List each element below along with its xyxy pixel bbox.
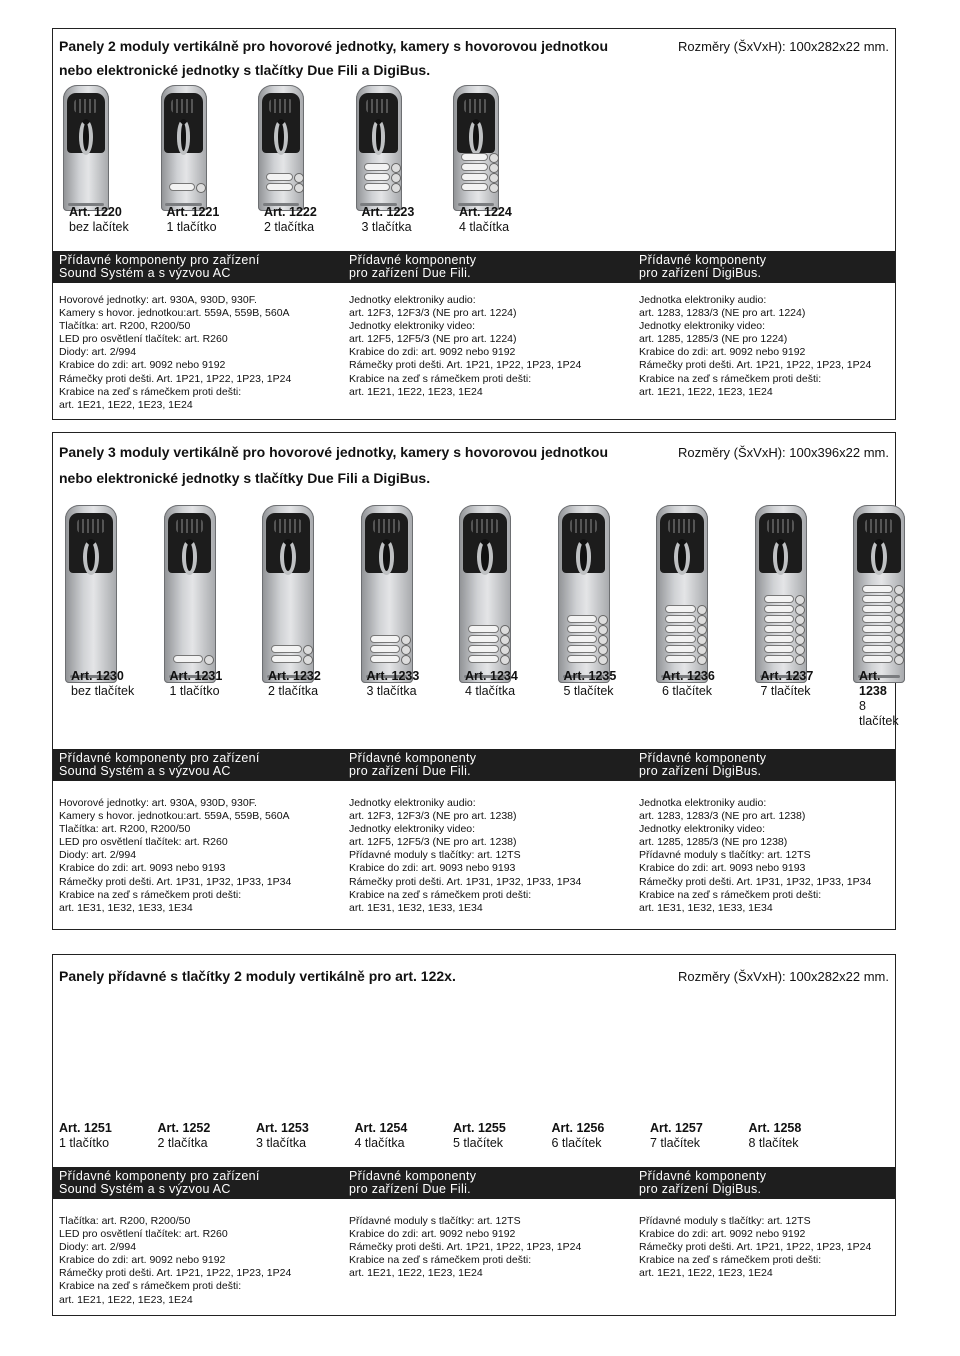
component-line: Rámečky proti dešti. Art. 1P21, 1P22, 1P23, 1P24 (639, 1241, 872, 1254)
speaker-unit-icon (759, 513, 803, 573)
call-button-icon (370, 655, 400, 663)
section-1-title-line2: nebo elektronické jednotky s tlačítky Due Fili a DigiBus. (59, 62, 431, 78)
call-button-icon (567, 625, 597, 633)
call-button-icon (461, 183, 488, 191)
col-sound-system (59, 1215, 291, 1307)
section-3-heading (59, 965, 889, 988)
panel-art-number: Art. 1255 (453, 1121, 506, 1135)
component-line: Krabice na zeď s rámečkem proti dešti: (59, 888, 242, 901)
component-line: art. 1285, 1285/3 (NE pro 1224) (639, 333, 788, 346)
speaker-unit-icon (67, 93, 106, 153)
section-1-dimensions: Rozměry (ŠxVxH): 100x282x22 mm. (678, 39, 889, 54)
panel-label (650, 1121, 703, 1151)
call-button-icon (665, 655, 695, 663)
call-button-icon (764, 655, 794, 663)
panel-label (859, 669, 899, 729)
col-due-fili (349, 294, 581, 399)
call-button-icon (271, 655, 301, 663)
intercom-panel-5 (459, 505, 511, 683)
panel-art-number: Art. 1257 (650, 1121, 703, 1135)
col-due-fili (349, 797, 581, 915)
component-line: Krabice do zdi: art. 9093 nebo 9193 (59, 862, 226, 875)
call-button-icon (468, 645, 498, 653)
call-button-icon (567, 645, 597, 653)
col-digibus (639, 1215, 871, 1280)
bar-col1-line1: Přídavné komponenty pro zařízení (59, 751, 260, 765)
panel-label (59, 1121, 112, 1151)
bar-col3-line2: pro zařízení DigiBus. (639, 1182, 762, 1196)
bar-col1-line2: Sound Systém a s výzvou AC (59, 1182, 231, 1196)
intercom-panel-8 (755, 505, 807, 683)
component-line: Přídavné moduly s tlačítky: art. 12TS (349, 849, 521, 862)
call-button-icon (862, 585, 892, 593)
panel-button-count: 7 tlačítek (650, 1136, 701, 1150)
bar-col2-line2: pro zařízení Due Fili. (349, 266, 471, 280)
panel-art-number: Art. 1238 (859, 669, 887, 698)
call-button-icon (764, 615, 794, 623)
component-line: LED pro osvětlení tlačítek: art. R260 (59, 333, 228, 346)
component-line: art. 1E31, 1E32, 1E33, 1E34 (639, 901, 773, 914)
component-line: art. 12F3, 12F3/3 (NE pro art. 1224) (349, 307, 517, 320)
component-line: Krabice na zeď s rámečkem proti dešti: (349, 372, 532, 385)
intercom-panel-3 (262, 505, 314, 683)
speaker-unit-icon (562, 513, 606, 573)
component-line: Jednotky elektroniky video: (639, 320, 766, 333)
component-line: Přídavné moduly s tlačítky: art. 12TS (639, 849, 811, 862)
bar-col2-line1: Přídavné komponenty (349, 1169, 477, 1183)
speaker-unit-icon (262, 93, 301, 153)
panel-button-count: 4 tlačítka (459, 220, 510, 234)
component-line: Hovorové jednotky: art. 930A, 930D, 930F. (59, 797, 257, 809)
intercom-panel-4 (356, 85, 402, 211)
panel-label (355, 1121, 408, 1151)
section-2-dimensions: Rozměry (ŠxVxH): 100x396x22 mm. (678, 445, 889, 460)
panel-art-number: Art. 1220 (69, 205, 122, 219)
call-button-icon (862, 655, 892, 663)
call-button-icon (468, 635, 498, 643)
component-line: Jednotky elektroniky audio: (349, 797, 476, 809)
call-button-icon (665, 625, 695, 633)
call-button-icon (567, 615, 597, 623)
component-line: Hovorové jednotky: art. 930A, 930D, 930F. (59, 294, 257, 306)
col-sound-system (59, 294, 291, 412)
component-line: Rámečky proti dešti. Art. 1P21, 1P22, 1P23, 1P24 (59, 1267, 292, 1280)
panel-label (453, 1121, 506, 1151)
component-line: LED pro osvětlení tlačítek: art. R260 (59, 1228, 228, 1241)
component-line: Jednotka elektroniky audio: (639, 294, 767, 306)
panel-art-number: Art. 1252 (157, 1121, 211, 1135)
section-3-component-header (53, 1167, 895, 1199)
intercom-panel-1 (65, 505, 117, 683)
speaker-unit-icon (365, 513, 409, 573)
panel-button-count: 2 tlačítka (264, 220, 315, 234)
panel-art-number: Art. 1222 (264, 205, 317, 219)
panel-art-number: Art. 1254 (354, 1121, 408, 1135)
component-line: Tlačítka: art. R200, R200/50 (59, 320, 191, 333)
speaker-unit-icon (266, 513, 310, 573)
bar-col2-line1: Přídavné komponenty (349, 253, 477, 267)
call-button-icon (468, 625, 498, 633)
call-button-icon (173, 655, 203, 663)
component-line: art. 1E21, 1E22, 1E23, 1E24 (349, 1267, 483, 1280)
call-button-icon (764, 595, 794, 603)
panel-label (158, 1121, 211, 1151)
call-button-icon (461, 173, 488, 181)
panel-label (465, 669, 518, 699)
intercom-panel-9 (853, 505, 905, 683)
component-line: Krabice do zdi: art. 9092 nebo 9192 (349, 1228, 516, 1241)
component-line: Rámečky proti dešti. Art. 1P21, 1P22, 1P23, 1P24 (639, 359, 872, 372)
call-button-icon (364, 183, 391, 191)
bar-col1-line2: Sound Systém a s výzvou AC (59, 266, 231, 280)
component-line: Diody: art. 2/994 (59, 346, 137, 359)
component-line: Krabice do zdi: art. 9092 nebo 9192 (639, 1228, 806, 1241)
panel-art-number: Art. 1233 (366, 669, 420, 683)
intercom-panel-1 (63, 85, 109, 211)
component-line: Krabice na zeď s rámečkem proti dešti: (639, 888, 822, 901)
component-line: Rámečky proti dešti. Art. 1P31, 1P32, 1P33, 1P34 (59, 875, 292, 888)
panel-button-count: 3 tlačítka (361, 220, 412, 234)
component-line: LED pro osvětlení tlačítek: art. R260 (59, 836, 228, 849)
component-line: Diody: art. 2/994 (59, 1241, 137, 1254)
panel-button-count: 1 tlačítko (59, 1136, 110, 1150)
component-line: art. 12F3, 12F3/3 (NE pro art. 1238) (349, 810, 517, 823)
intercom-panel-7 (656, 505, 708, 683)
component-line: art. 1E21, 1E22, 1E23, 1E24 (639, 1267, 773, 1280)
speaker-unit-icon (463, 513, 507, 573)
section-3-panel-labels (53, 1121, 895, 1155)
panel-label (362, 205, 415, 235)
component-line: Kamery s hovor. jednotkou:art. 559A, 559B, 560A (59, 810, 290, 823)
component-line: Rámečky proti dešti. Art. 1P31, 1P32, 1P33, 1P34 (349, 875, 582, 888)
col-digibus (639, 797, 871, 915)
panel-button-count: 1 tlačítko (166, 220, 217, 234)
speaker-unit-icon (359, 93, 398, 153)
component-line: Tlačítka: art. R200, R200/50 (59, 1215, 191, 1227)
panel-art-number: Art. 1236 (662, 669, 715, 683)
component-line: art. 1E21, 1E22, 1E23, 1E24 (59, 398, 193, 411)
call-button-icon (665, 635, 695, 643)
component-line: Přídavné moduly s tlačítky: art. 12TS (349, 1215, 521, 1227)
call-button-icon (862, 635, 892, 643)
section-2-title-line1: Panely 3 moduly vertikálně pro hovorové jednotky, kamery s hovorovou jednotkou (59, 444, 608, 460)
panel-button-count: 6 tlačítek (551, 1136, 602, 1150)
panel-button-count: 2 tlačítka (268, 684, 319, 698)
panel-label (564, 669, 617, 699)
call-button-icon (665, 615, 695, 623)
section-3 (52, 954, 896, 1316)
panel-button-count: bez tlačítek (71, 684, 135, 698)
panel-button-count: 3 tlačítka (256, 1136, 307, 1150)
call-button-icon (364, 163, 391, 171)
call-button-icon (567, 655, 597, 663)
call-button-icon (764, 605, 794, 613)
intercom-panel-6 (558, 505, 610, 683)
section-3-title-line1: Panely přídavné s tlačítky 2 moduly vertikálně pro art. 122x. (59, 968, 456, 984)
call-button-icon (461, 153, 488, 161)
call-button-icon (370, 645, 400, 653)
panel-label (170, 669, 223, 699)
panel-art-number: Art. 1253 (256, 1121, 309, 1135)
call-button-icon (764, 635, 794, 643)
section-1-panel-labels (53, 205, 895, 239)
panel-label (367, 669, 420, 699)
section-3-dimensions: Rozměry (ŠxVxH): 100x282x22 mm. (678, 969, 889, 984)
component-line: art. 1E21, 1E22, 1E23, 1E24 (349, 385, 483, 398)
component-line: Krabice na zeď s rámečkem proti dešti: (59, 385, 242, 398)
section-2-heading-2 (59, 467, 889, 489)
speaker-unit-icon (660, 513, 704, 573)
panel-button-count: 2 tlačítka (157, 1136, 208, 1150)
call-button-icon (862, 615, 892, 623)
section-2-title-line2: nebo elektronické jednotky s tlačítky Due Fili a DigiBus. (59, 470, 431, 486)
section-2-panels (53, 505, 895, 665)
speaker-unit-icon (457, 93, 496, 153)
panel-art-number: Art. 1221 (166, 205, 220, 219)
section-2-component-header (53, 749, 895, 781)
panel-art-number: Art. 1230 (71, 669, 124, 683)
call-button-icon (364, 173, 391, 181)
panel-label (552, 1121, 605, 1151)
section-1 (52, 28, 896, 420)
call-button-icon (862, 595, 892, 603)
panel-label (264, 205, 317, 235)
col-digibus (639, 294, 871, 399)
panel-button-count: 1 tlačítko (169, 684, 220, 698)
bar-col3-line1: Přídavné komponenty (639, 1169, 767, 1183)
component-line: Rámečky proti dešti. Art. 1P31, 1P32, 1P33, 1P34 (639, 875, 872, 888)
panel-art-number: Art. 1251 (59, 1121, 112, 1135)
section-1-title-line1: Panely 2 moduly vertikálně pro hovorové jednotky, kamery s hovorovou jednotkou (59, 38, 608, 54)
call-button-icon (862, 625, 892, 633)
speaker-unit-icon (164, 93, 203, 153)
panel-art-number: Art. 1231 (169, 669, 223, 683)
bar-col1-line2: Sound Systém a s výzvou AC (59, 764, 231, 778)
section-1-heading (59, 35, 889, 58)
component-line: Rámečky proti dešti. Art. 1P21, 1P22, 1P23, 1P24 (349, 1241, 582, 1254)
component-line: Jednotka elektroniky audio: (639, 797, 767, 809)
component-line: Krabice na zeď s rámečkem proti dešti: (349, 1254, 532, 1267)
panel-button-count: 4 tlačítka (354, 1136, 405, 1150)
component-line: Krabice do zdi: art. 9093 nebo 9193 (639, 862, 806, 875)
intercom-panel-4 (361, 505, 413, 683)
component-line: Jednotky elektroniky video: (639, 823, 766, 836)
panel-art-number: Art. 1232 (268, 669, 321, 683)
component-line: Krabice na zeď s rámečkem proti dešti: (639, 1254, 822, 1267)
col-due-fili (349, 1215, 581, 1280)
intercom-panel-2 (161, 85, 207, 211)
panel-art-number: Art. 1258 (748, 1121, 802, 1135)
panel-art-number: Art. 1234 (465, 669, 518, 683)
component-line: art. 1283, 1283/3 (NE pro art. 1224) (639, 307, 806, 320)
bar-col3-line1: Přídavné komponenty (639, 253, 767, 267)
speaker-unit-icon (168, 513, 212, 573)
component-line: Krabice na zeď s rámečkem proti dešti: (349, 888, 532, 901)
call-button-icon (665, 605, 695, 613)
component-line: Rámečky proti dešti. Art. 1P21, 1P22, 1P23, 1P24 (59, 372, 292, 385)
call-button-icon (665, 645, 695, 653)
call-button-icon (266, 173, 293, 181)
component-line: Krabice do zdi: art. 9092 nebo 9192 (59, 1254, 226, 1267)
speaker-unit-icon (69, 513, 113, 573)
section-2-panel-labels (53, 669, 899, 728)
speaker-unit-icon (857, 513, 901, 573)
section-2-heading (59, 441, 889, 464)
bar-col1-line1: Přídavné komponenty pro zařízení (59, 1169, 260, 1183)
panel-label (256, 1121, 309, 1151)
component-line: Jednotky elektroniky video: (349, 320, 476, 333)
component-line: art. 1E21, 1E22, 1E23, 1E24 (639, 385, 773, 398)
component-line: Krabice do zdi: art. 9092 nebo 9192 (639, 346, 806, 359)
bar-col2-line2: pro zařízení Due Fili. (349, 1182, 471, 1196)
component-line: Krabice na zeď s rámečkem proti dešti: (639, 372, 822, 385)
panel-label (69, 205, 129, 235)
panel-button-count: 7 tlačítek (760, 684, 811, 698)
component-line: art. 1E31, 1E32, 1E33, 1E34 (349, 901, 483, 914)
component-line: art. 1283, 1283/3 (NE pro art. 1238) (639, 810, 806, 823)
panel-art-number: Art. 1224 (459, 205, 512, 219)
panel-button-count: 5 tlačítek (453, 1136, 504, 1150)
call-button-icon (764, 625, 794, 633)
panel-button-count: 3 tlačítka (366, 684, 417, 698)
call-button-icon (468, 655, 498, 663)
call-button-icon (370, 635, 400, 643)
component-line: Krabice na zeď s rámečkem proti dešti: (59, 1280, 242, 1293)
panel-button-count: bez lačítek (69, 220, 129, 234)
call-button-icon (169, 183, 196, 191)
panel-label (459, 205, 512, 235)
panel-art-number: Art. 1256 (551, 1121, 605, 1135)
component-line: art. 12F5, 12F5/3 (NE pro art. 1238) (349, 836, 517, 849)
call-button-icon (271, 645, 301, 653)
col-sound-system (59, 797, 291, 915)
bar-col3-line1: Přídavné komponenty (639, 751, 767, 765)
panel-label (71, 669, 134, 699)
panel-label (662, 669, 715, 699)
component-line: Jednotky elektroniky audio: (349, 294, 476, 306)
section-2 (52, 432, 899, 930)
call-button-icon (862, 645, 892, 653)
component-line: Diody: art. 2/994 (59, 849, 137, 862)
component-line: art. 1E21, 1E22, 1E23, 1E24 (59, 1293, 193, 1306)
component-line: Tlačítka: art. R200, R200/50 (59, 823, 191, 836)
panel-button-count: 8 tlačítek (748, 1136, 799, 1150)
panel-label (268, 669, 321, 699)
component-line: art. 1285, 1285/3 (NE pro 1238) (639, 836, 788, 849)
panel-button-count: 8 tlačítek (859, 699, 899, 728)
section-1-panels (53, 85, 895, 225)
bar-col3-line2: pro zařízení DigiBus. (639, 266, 762, 280)
intercom-panel-5 (453, 85, 499, 211)
panel-button-count: 4 tlačítka (465, 684, 516, 698)
section-1-heading-2 (59, 59, 889, 81)
bar-col3-line2: pro zařízení DigiBus. (639, 764, 762, 778)
component-line: art. 12F5, 12F5/3 (NE pro art. 1224) (349, 333, 517, 346)
call-button-icon (567, 635, 597, 643)
panel-label (167, 205, 220, 235)
bar-col1-line1: Přídavné komponenty pro zařízení (59, 253, 260, 267)
call-button-icon (764, 645, 794, 653)
component-line: art. 1E31, 1E32, 1E33, 1E34 (59, 901, 193, 914)
intercom-panel-2 (164, 505, 216, 683)
component-line: Krabice do zdi: art. 9092 nebo 9192 (349, 346, 516, 359)
bar-col2-line1: Přídavné komponenty (349, 751, 477, 765)
component-line: Rámečky proti dešti. Art. 1P21, 1P22, 1P23, 1P24 (349, 359, 582, 372)
component-line: Jednotky elektroniky video: (349, 823, 476, 836)
component-line: Přídavné moduly s tlačítky: art. 12TS (639, 1215, 811, 1227)
call-button-icon (862, 605, 892, 613)
panel-art-number: Art. 1223 (361, 205, 415, 219)
panel-button-count: 6 tlačítek (662, 684, 713, 698)
panel-art-number: Art. 1237 (760, 669, 814, 683)
panel-art-number: Art. 1235 (563, 669, 617, 683)
component-line: Krabice do zdi: art. 9093 nebo 9193 (349, 862, 516, 875)
intercom-panel-3 (258, 85, 304, 211)
component-line: Kamery s hovor. jednotkou:art. 559A, 559B, 560A (59, 307, 290, 320)
panel-button-count: 5 tlačítek (563, 684, 614, 698)
panel-label (761, 669, 814, 699)
section-1-component-header (53, 251, 895, 283)
bar-col2-line2: pro zařízení Due Fili. (349, 764, 471, 778)
component-line: Krabice do zdi: art. 9092 nebo 9192 (59, 359, 226, 372)
call-button-icon (461, 163, 488, 171)
panel-label (749, 1121, 802, 1151)
call-button-icon (266, 183, 293, 191)
